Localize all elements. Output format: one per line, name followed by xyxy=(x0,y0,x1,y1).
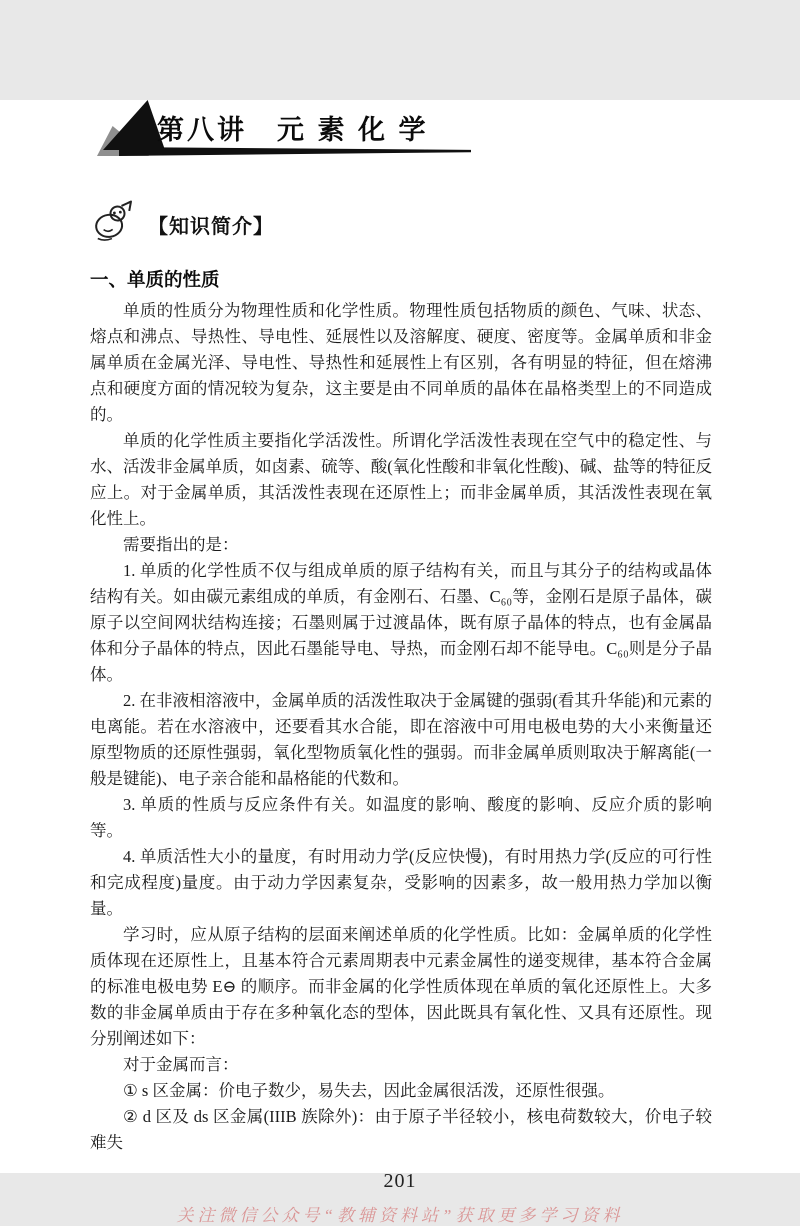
paragraph: 2. 在非液相溶液中，金属单质的活泼性取决于金属键的强弱(看其升华能)和元素的电离能。若在水溶液中，还要看其水合能，即在溶液中可用电极电势的大小来衡量还原型物质的还原性强弱，氧化型物质氧化性的强弱。而非金属单质则取决于解离能(一般是键能)、电子亲合能和晶格能的代数和。 xyxy=(90,691,712,788)
paragraph: 4. 单质活性大小的量度，有时用动力学(反应快慢)，有时用热力学(反应的可行性和完成程度)量度。由于动力学因素复杂，受影响的因素多，故一般用热力学加以衡量。 xyxy=(90,847,712,918)
banner-underline xyxy=(119,147,471,156)
banner-triangle xyxy=(103,100,165,150)
page-number: 201 xyxy=(383,1170,417,1192)
paragraph: 1. 单质的化学性质不仅与组成单质的原子结构有关，而且与其分子的结构或晶体结构有关。如由碳元素组成的单质，有金刚石、石墨、C₆₀等，金刚石是原子晶体，碳原子以空间网状结构连接；石墨则属于过渡晶体，既有原子晶体的特点，也有金属晶体和分子晶体的特点，因此石墨能导电、导热，而金刚石却不能导电。C₆₀则是分子晶体。 xyxy=(90,561,712,684)
chapter-banner xyxy=(95,100,655,162)
intro-badge-row xyxy=(92,202,800,246)
paragraph: 单质的性质分为物理性质和化学性质。物理性质包括物质的颜色、气味、状态、熔点和沸点、导热性、导电性、延展性以及溶解度、硬度、密度等。金属单质和非金属单质在金属光泽、导电性、导热性和延展性上有区别，各有明显的特征，但在熔沸点和硬度方面的情况较为复杂，这主要是由不同单质的晶体在晶格类型上的不同造成的。 xyxy=(90,301,712,424)
paragraph: 学习时，应从原子结构的层面来阐述单质的化学性质。比如：金属单质的化学性质体现在还原性上，且基本符合元素周期表中元素金属性的递变规律，基本符合金属的标准电极电势 E⊖ 的顺序。而非金属的化学性质体现在单质的氧化还原性上。大多数的非金属单质由于存在多种氧化态的型体，因此既具有氧化性、又具有还原性。现分别阐述如下： xyxy=(90,925,712,1048)
intro-badge-label: 【知识简介】 xyxy=(148,215,274,238)
mascot-doodle-icon xyxy=(89,199,141,250)
section-heading: 一、单质的性质 xyxy=(90,269,220,290)
paragraph: 需要指出的是： xyxy=(123,535,239,554)
body-text xyxy=(90,298,712,1156)
paragraph: 对于金属而言： xyxy=(123,1055,239,1074)
paragraph: 3. 单质的性质与反应条件有关。如温度的影响、酸度的影响、反应介质的影响等。 xyxy=(90,795,712,840)
footer-watermark: 关注微信公众号“教辅资料站”获取更多学习资料 xyxy=(176,1206,624,1225)
paragraph: 单质的化学性质主要指化学活泼性。所谓化学活泼性表现在空气中的稳定性、与水、活泼非金属单质，如卤素、硫等、酸(氧化性酸和非氧化性酸)、碱、盐等的特征反应上。对于金属单质，其活泼性表现在还原性上；而非金属单质，其活泼性表现在氧化性上。 xyxy=(90,431,712,528)
chapter-title: 第八讲 元 素 化 学 xyxy=(157,115,429,145)
paragraph: ② d 区及 ds 区金属(IIIB 族除外)：由于原子半径较小，核电荷数较大，价电子较难失 xyxy=(90,1107,712,1152)
paragraph: ① s 区金属：价电子数少，易失去，因此金属很活泼，还原性很强。 xyxy=(123,1081,615,1100)
textbook-page xyxy=(0,100,800,1225)
